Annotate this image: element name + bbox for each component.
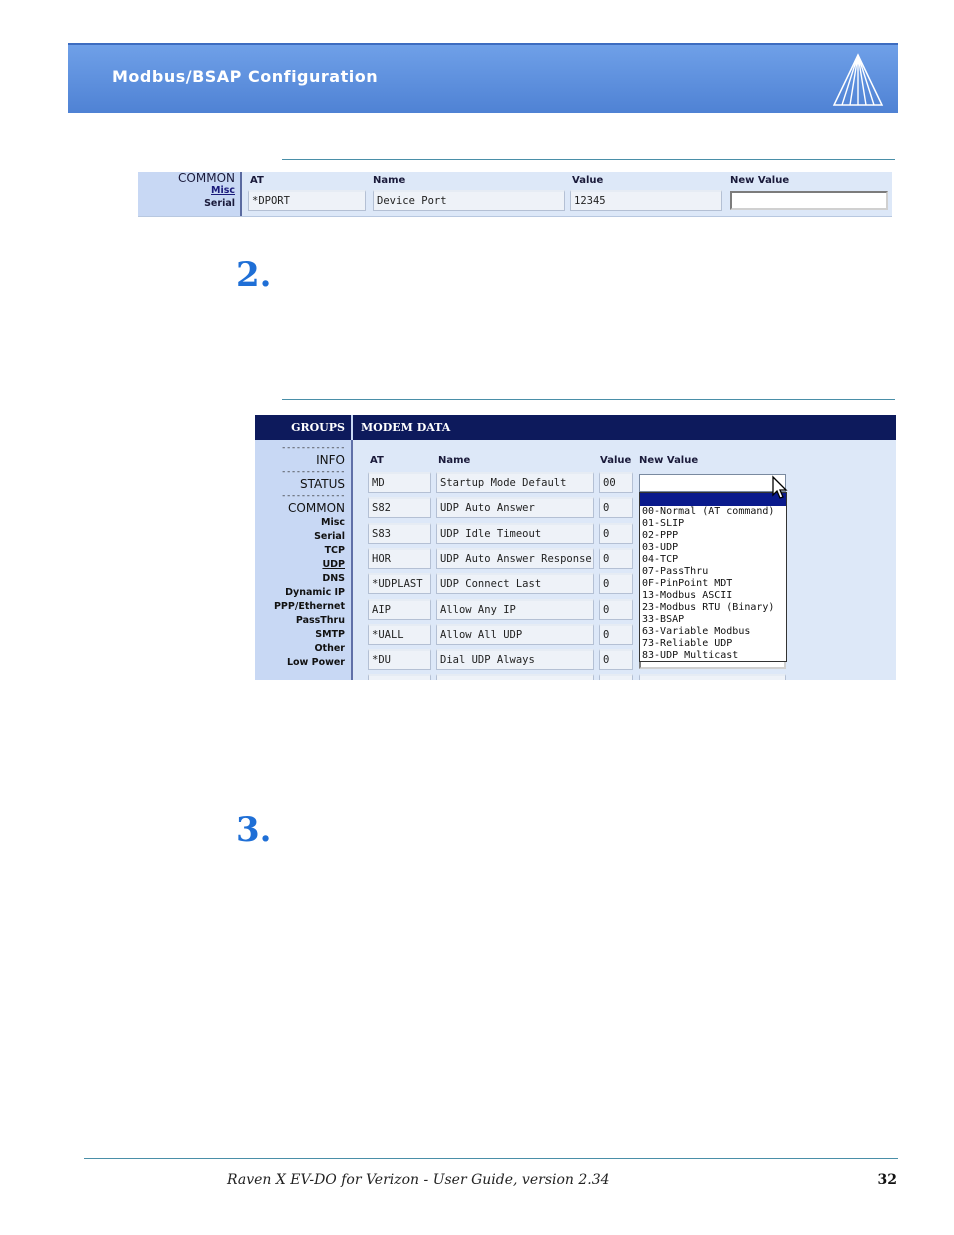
group-status[interactable]: STATUS — [299, 477, 345, 491]
cell-value: 00 — [599, 472, 633, 493]
group-misc-link[interactable]: Misc — [211, 185, 235, 196]
cell-at: S82 — [368, 497, 431, 518]
cell-value: 0 — [599, 649, 633, 670]
cell-at: MD — [368, 472, 431, 493]
cell-name: Device Port — [373, 190, 565, 211]
group-common[interactable]: COMMON — [288, 501, 345, 515]
section-rule — [282, 399, 895, 400]
dropdown-option[interactable]: 23-Modbus RTU (Binary) — [642, 602, 775, 613]
new-value-input[interactable] — [730, 191, 888, 210]
divider: ------------- — [281, 443, 345, 453]
col-value: Value — [600, 455, 632, 466]
groups-heading: GROUPS — [255, 415, 353, 440]
dropdown-option[interactable]: 02-PPP — [642, 530, 679, 541]
dropdown-option[interactable]: 03-UDP — [642, 542, 679, 553]
col-new-value: New Value — [730, 175, 790, 186]
cell-name: UDP Connect Last — [436, 573, 594, 594]
group-common: COMMON — [178, 171, 235, 185]
col-at: AT — [370, 455, 384, 466]
cell-name: UDP Idle Timeout — [436, 523, 594, 544]
sierra-wireless-triangle-icon — [830, 53, 886, 107]
modem-data-heading: MODEM DATA — [361, 421, 451, 434]
group-serial-link[interactable]: Serial — [204, 198, 235, 209]
footer-rule — [84, 1158, 898, 1159]
group-misc[interactable]: Misc — [321, 517, 345, 528]
cell-value: 12345 — [570, 190, 722, 211]
screenshot-modem-data — [255, 415, 896, 680]
cell-at: AIP — [368, 599, 431, 620]
group-passthru[interactable]: PassThru — [295, 615, 345, 626]
divider: ------------- — [281, 491, 345, 501]
cell-name: Allow Any IP — [436, 599, 594, 620]
step-number-2: 2. — [236, 255, 272, 295]
dropdown-option[interactable]: 00-Normal (AT command) — [642, 506, 775, 517]
mouse-cursor-icon — [771, 475, 789, 501]
dropdown-option[interactable]: 0F-PinPoint MDT — [642, 578, 733, 589]
dropdown-option[interactable]: 01-SLIP — [642, 518, 685, 529]
group-tcp[interactable]: TCP — [324, 545, 345, 556]
section-title: Modbus/BSAP Configuration — [112, 67, 379, 86]
screenshot-device-port — [138, 172, 892, 217]
header-banner — [68, 43, 898, 113]
cell-value: 0 — [599, 548, 633, 569]
cell-value: 0 — [599, 523, 633, 544]
dropdown-option[interactable]: 73-Reliable UDP — [642, 638, 733, 649]
dropdown-option[interactable]: 33-BSAP — [642, 614, 685, 625]
cell-at: *DU — [368, 649, 431, 670]
startup-mode-options[interactable] — [639, 492, 787, 662]
selected-option-highlight — [640, 493, 786, 506]
group-info[interactable]: INFO — [316, 453, 345, 467]
group-udp[interactable]: UDP — [322, 559, 345, 570]
cell-value: 0 — [599, 573, 633, 594]
col-value: Value — [572, 175, 604, 186]
dropdown-option[interactable]: 04-TCP — [642, 554, 679, 565]
groups-sidebar — [255, 440, 353, 680]
footer-title: Raven X EV-DO for Verizon - User Guide, version 2.34 — [227, 1172, 610, 1188]
col-name: Name — [373, 175, 406, 186]
group-other[interactable]: Other — [314, 643, 345, 654]
dropdown-option[interactable]: 13-Modbus ASCII — [642, 590, 733, 601]
title-bar — [255, 415, 896, 440]
startup-mode-select[interactable] — [639, 474, 786, 492]
cell-partial — [368, 674, 431, 680]
group-dns[interactable]: DNS — [322, 573, 345, 584]
col-new-value: New Value — [639, 455, 699, 466]
group-smtp[interactable]: SMTP — [315, 629, 345, 640]
cell-partial — [639, 674, 786, 680]
cell-value: 0 — [599, 497, 633, 518]
cell-name: UDP Auto Answer Response — [436, 548, 594, 569]
group-low-power[interactable]: Low Power — [286, 657, 345, 668]
section-rule — [282, 159, 895, 160]
cell-at: HOR — [368, 548, 431, 569]
divider: ------------- — [281, 467, 345, 477]
dropdown-option[interactable]: 83-UDP Multicast — [642, 650, 739, 661]
cell-at: *UDPLAST — [368, 573, 431, 594]
dropdown-option[interactable]: 07-PassThru — [642, 566, 709, 577]
groups-panel — [138, 172, 242, 216]
col-name: Name — [438, 455, 471, 466]
cell-at: *UALL — [368, 624, 431, 645]
page-number: 32 — [877, 1172, 897, 1188]
cell-value: 0 — [599, 624, 633, 645]
step-number-3: 3. — [236, 810, 272, 850]
cell-name: Dial UDP Always — [436, 649, 594, 670]
cell-value: 0 — [599, 599, 633, 620]
cell-partial — [599, 674, 633, 680]
group-serial[interactable]: Serial — [314, 531, 345, 542]
cell-at: S83 — [368, 523, 431, 544]
dropdown-option[interactable]: 63-Variable Modbus — [642, 626, 751, 637]
cell-partial — [436, 674, 594, 680]
col-at: AT — [250, 175, 264, 186]
cell-name: Startup Mode Default — [436, 472, 594, 493]
cell-name: Allow All UDP — [436, 624, 594, 645]
cell-name: UDP Auto Answer — [436, 497, 594, 518]
group-dynamic-ip[interactable]: Dynamic IP — [285, 587, 345, 598]
group-ppp-ethernet[interactable]: PPP/Ethernet — [273, 601, 345, 612]
cell-at: *DPORT — [248, 190, 366, 211]
